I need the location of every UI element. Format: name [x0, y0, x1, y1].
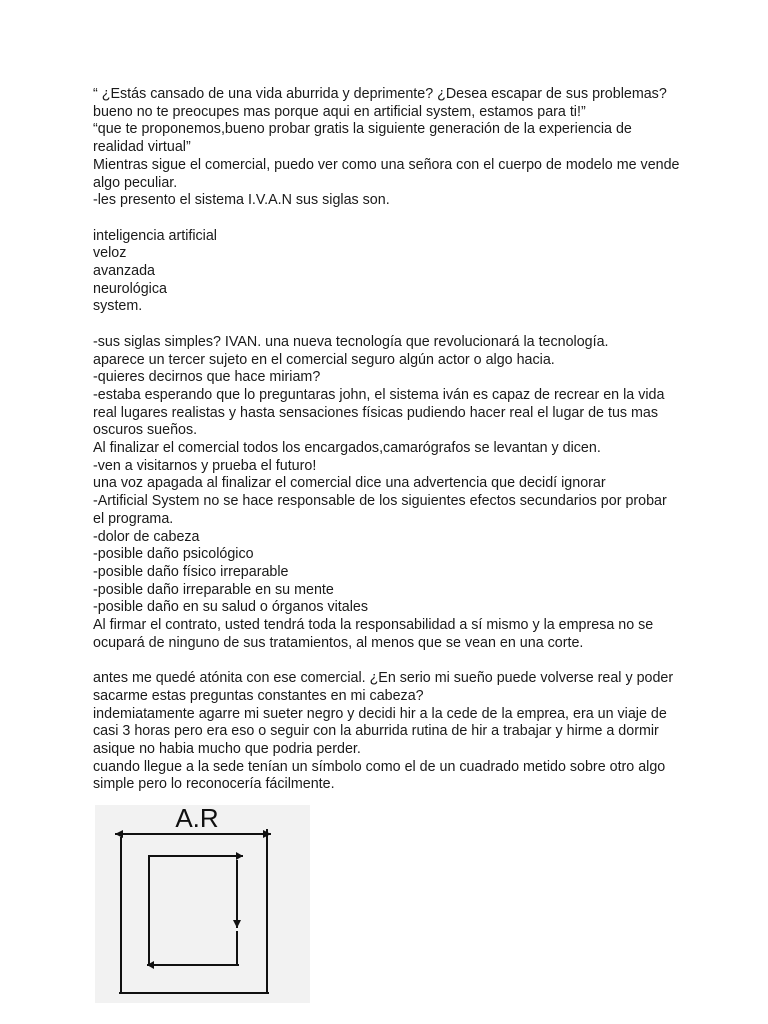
text-line: -quieres decirnos que hace miriam?: [93, 369, 321, 386]
ar-square-logo-icon: [95, 805, 310, 1003]
text-line: indemiatamente agarre mi sueter negro y decidi hir a la cede de la emprea, era un viaje de: [93, 705, 667, 722]
text-line: oscuros sueños.: [93, 422, 198, 439]
text-line: cuando llegue a la sede tenían un símbolo como el de un cuadrado metido sobre otro algo: [93, 758, 666, 775]
text-line: algo peculiar.: [93, 174, 178, 191]
blank-line: [93, 652, 693, 670]
text-line: “que te proponemos,bueno probar gratis la siguiente generación de la experiencia de: [93, 121, 632, 138]
text-line: -dolor de cabeza: [93, 528, 200, 545]
ar-logo-figure: [95, 805, 310, 1003]
text-line: bueno no te preocupes mas porque aqui en artificial system, estamos para ti!”: [93, 103, 586, 120]
text-line: ocupará de ninguno de sus tratamientos, al menos que se vean en una corte.: [93, 634, 584, 651]
text-line: -les presento el sistema I.V.A.N sus siglas son.: [93, 192, 390, 209]
text-line: avanzada: [93, 263, 156, 280]
text-line: -posible daño psicológico: [93, 546, 254, 563]
text-line: casi 3 horas pero era eso o seguir con la aburrida rutina de hir a trabajar y hirme a dormir: [93, 723, 659, 740]
text-line: el programa.: [93, 510, 174, 527]
text-line: -estaba esperando que lo preguntaras john, el sistema iván es capaz de recrear en la vida: [93, 386, 665, 403]
logo-label: A.R: [175, 805, 219, 833]
text-line: -posible daño físico irreparable: [93, 563, 289, 580]
document-text: [93, 86, 693, 794]
text-line: system.: [93, 298, 143, 315]
text-line: aparece un tercer sujeto en el comercial seguro algún actor o algo hacia.: [93, 351, 555, 368]
text-line: -ven a visitarnos y prueba el futuro!: [93, 457, 317, 474]
text-line: Mientras sigue el comercial, puedo ver como una señora con el cuerpo de modelo me vende: [93, 156, 680, 173]
text-line: “ ¿Estás cansado de una vida aburrida y deprimente? ¿Desea escapar de sus problemas?: [93, 86, 667, 102]
text-line: simple pero lo reconocería fácilmente.: [93, 776, 335, 793]
text-line: asique no habia mucho que podria perder.: [93, 740, 361, 757]
text-line: sacarme estas preguntas constantes en mi cabeza?: [93, 687, 424, 704]
blank-line: [93, 210, 693, 228]
text-line: realidad virtual”: [93, 139, 191, 156]
blank-line: [93, 316, 693, 334]
text-line: -posible daño irreparable en su mente: [93, 581, 334, 598]
text-line: Al firmar el contrato, usted tendrá toda la responsabilidad a sí mismo y la empresa no se: [93, 617, 654, 634]
text-line: inteligencia artificial: [93, 227, 217, 244]
text-line: Al finalizar el comercial todos los encargados,camarógrafos se levantan y dicen.: [93, 440, 601, 457]
text-line: una voz apagada al finalizar el comercial dice una advertencia que decidí ignorar: [93, 475, 606, 492]
text-line: veloz: [93, 245, 127, 262]
text-line: neurológica: [93, 280, 167, 297]
text-line: antes me quedé atónita con ese comercial. ¿En serio mi sueño puede volverse real y poder: [93, 670, 674, 687]
text-line: -Artificial System no se hace responsable de los siguientes efectos secundarios por probar: [93, 493, 667, 510]
text-line: real lugares realistas y hasta sensaciones físicas pudiendo hacer real el lugar de tus mas: [93, 404, 659, 421]
text-line: -posible daño en su salud o órganos vitales: [93, 599, 368, 616]
text-line: -sus siglas simples? IVAN. una nueva tecnología que revolucionará la tecnología.: [93, 333, 609, 350]
